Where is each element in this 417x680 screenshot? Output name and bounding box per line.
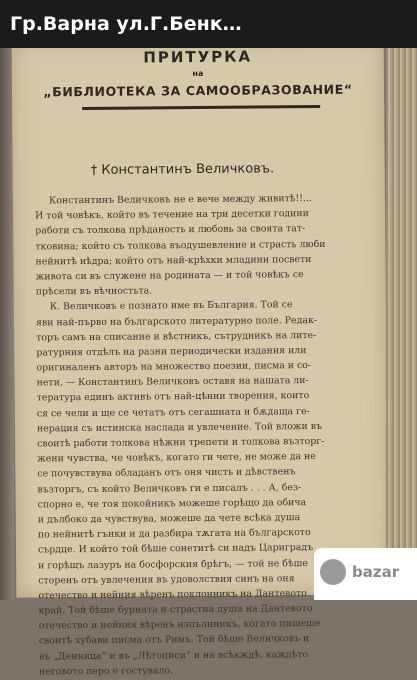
text-line: ся се чели и ще се четатъ отъ сегашната и бѫдаща ге-	[36, 405, 310, 420]
text-line: жени чувства, че човѣкъ, когато ги чете, не може да не	[37, 451, 316, 465]
article-heading: † Константинъ Величковъ.	[90, 161, 275, 178]
text-line: се почувствува обладанъ отъ оня чисть и дѣвственъ	[37, 466, 296, 480]
text-line: сърдце. И който той бѣше сонетитѣ си надъ Цариградъ	[37, 542, 314, 556]
text-line: въ „Денница“ и въ „Лѣтописи“ и на всѣкждѣ, каждѣто	[38, 648, 309, 663]
text-line: отечество и нейния вѣренъ поклонникъ на Дантевото	[38, 587, 307, 602]
text-line: К. Величковъ е познато име въ България. Той се	[49, 299, 293, 313]
supplement-title: ПРИТУРКА	[143, 47, 253, 67]
text-line: своитѣ хубави писма отъ Римъ. Той бѣше Величковъ и	[38, 633, 310, 647]
text-line: яви най-първо на българското литературно поле. Редак-	[35, 314, 318, 328]
article-body	[35, 191, 363, 680]
text-line: ратурния отдѣлъ на разни периодически издания или	[36, 344, 307, 359]
text-line: сторенъ отъ увлечения въ удоволствия синъ на оня	[38, 572, 295, 587]
text-line: по нейнитѣ гънки и да разбира тѫгата на българското	[37, 527, 311, 541]
text-line: торъ самъ на списание и вѣстникъ, сътрудникъ на лите-	[36, 329, 317, 344]
text-line: спорно е, че тоя покойникъ можеше горѣщо да обича	[37, 496, 307, 511]
library-name: „БИБЛИОТЕКА ЗА САМООБРАЗОВАНИЕ“	[43, 81, 353, 100]
text-line: неговото перо е гостувало.	[39, 665, 174, 678]
text-line: работи съ толкова прѣданость и любовь за своята тат-	[35, 223, 306, 237]
text-line: нерация съ истинска наслада и увлечение. Той вложи въ	[36, 420, 322, 435]
text-line: живота си въ служене на родината — и той човѣкъ се	[35, 269, 304, 283]
book-page	[12, 38, 389, 678]
text-line: тковина; който съ толкова въодушевление и страсть люби	[35, 238, 326, 252]
text-line: И той човѣкъ, който въ течение на три десетки години	[35, 208, 309, 222]
text-line: тература единъ активъ отъ най-цѣнни творения, които	[36, 390, 310, 404]
text-line: възторгъ, съ който Величковъ ги е писалъ . . . А, без-	[37, 481, 302, 495]
text-line: Константинъ Величковъ не е вече между живитѣ!!...	[48, 193, 312, 207]
listing-title-banner[interactable]: Гр.Варна ул.Г.Бенк…	[0, 0, 417, 48]
text-line: своитѣ работи толкова нѣжни трепети и толкова възторг-	[37, 435, 325, 450]
header-rule	[82, 105, 320, 110]
text-line: край. Той бѣше бурната и страстна душа на Дантевото	[38, 603, 313, 617]
text-line: нети, — Константинъ Величковъ оставя на нашата ли-	[36, 375, 309, 389]
preposition-na: на	[192, 68, 204, 79]
text-line: отечество и нейния вѣренъ изпълнникъ, когато пишеше	[38, 618, 321, 632]
page-edges	[386, 48, 417, 600]
text-line: нейнитѣ нѣдра; който отъ най-крѣхки младини посвети	[35, 253, 312, 268]
text-line: и горѣщъ лазуръ на босфорския брѣгъ, — той не бѣше	[38, 557, 308, 571]
text-line: прѣсели въ вѣчностьта.	[35, 285, 153, 298]
watermark-logo	[314, 548, 417, 600]
text-line: и дълбоко да чувствува, можеше да чете всѣка душа	[37, 512, 301, 526]
logo-circle-icon	[320, 559, 346, 585]
text-line: оригиналенъ авторъ на множество поезии, писма и со-	[36, 360, 312, 374]
watermark-text: bazar	[352, 563, 400, 581]
